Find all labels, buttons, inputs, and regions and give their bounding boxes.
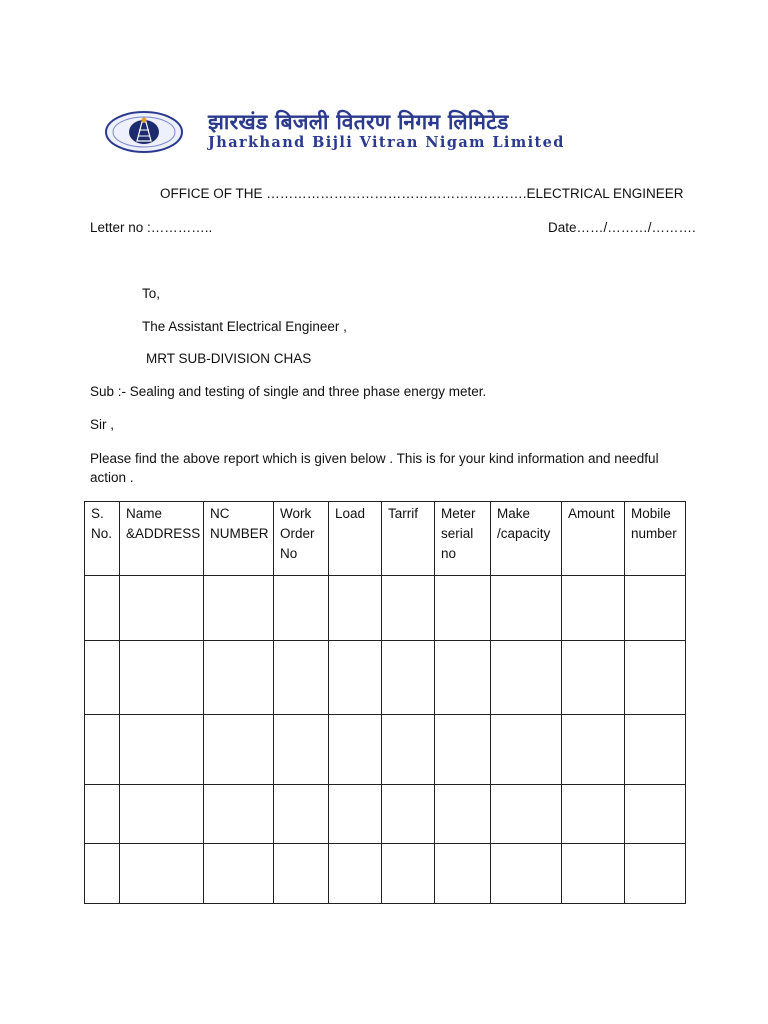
table-cell[interactable] [274,844,329,904]
table-cell[interactable] [625,576,686,641]
table-cell[interactable] [274,576,329,641]
table-cell[interactable] [382,844,435,904]
letter-number: Letter no :………….. [90,220,213,235]
table-cell[interactable] [204,576,274,641]
office-line: OFFICE OF THE ………………………………………………….ELECTRICAL ENGINEER [160,186,684,201]
table-cell[interactable] [120,715,204,785]
addressee: The Assistant Electrical Engineer , [142,319,347,334]
column-header-tarrif: Tarrif [382,502,435,576]
org-name-english: Jharkhand Bijli Vitran Nigam Limited [208,134,565,151]
letterhead [104,108,664,154]
table-cell[interactable] [382,715,435,785]
column-header-mobile-number: Mobile number [625,502,686,576]
table-cell[interactable] [491,785,562,844]
table-cell[interactable] [329,785,382,844]
table-cell[interactable] [329,715,382,785]
table-cell[interactable] [329,641,382,715]
table-cell[interactable] [562,844,625,904]
table-row [85,715,686,785]
table-cell[interactable] [274,641,329,715]
table-cell[interactable] [491,641,562,715]
table-cell[interactable] [120,844,204,904]
subject-line: Sub :- Sealing and testing of single and three phase energy meter. [90,384,487,399]
date-field: Date……/………/………. [548,220,696,235]
table-cell[interactable] [491,715,562,785]
column-header-name-address: Name &ADDRESS [120,502,204,576]
table-row [85,785,686,844]
table-cell[interactable] [329,844,382,904]
table-cell[interactable] [382,785,435,844]
table-cell[interactable] [85,641,120,715]
table-cell[interactable] [204,715,274,785]
table-cell[interactable] [204,785,274,844]
table-cell[interactable] [625,641,686,715]
column-header-make-capacity: Make /capacity [491,502,562,576]
table-cell[interactable] [85,844,120,904]
table-cell[interactable] [435,641,491,715]
table-cell[interactable] [562,715,625,785]
table-row [85,576,686,641]
column-header-load: Load [329,502,382,576]
column-header-amount: Amount [562,502,625,576]
body-paragraph: Please find the above report which is given below . This is for your kind information and needful action . [90,451,659,485]
table-cell[interactable] [625,844,686,904]
table-cell[interactable] [120,576,204,641]
table-row [85,641,686,715]
to-label: To, [142,286,161,301]
table-cell[interactable] [120,641,204,715]
table-cell[interactable] [562,785,625,844]
table-cell[interactable] [382,641,435,715]
table-cell[interactable] [625,715,686,785]
table-cell[interactable] [625,785,686,844]
org-name-hindi: झारखंड बिजली वितरण निगम लिमिटेड [208,110,509,134]
table-cell[interactable] [491,844,562,904]
subdivision: MRT SUB-DIVISION CHAS [146,351,312,366]
table-cell[interactable] [85,576,120,641]
table-cell[interactable] [204,844,274,904]
column-header-meter-serial-no: Meter serial no [435,502,491,576]
table-cell[interactable] [274,715,329,785]
column-header-work-order-no: Work Order No [274,502,329,576]
table-cell[interactable] [562,641,625,715]
table-row [85,844,686,904]
salutation: Sir , [90,417,115,432]
company-logo-icon [104,110,184,154]
table-cell[interactable] [382,576,435,641]
table-cell[interactable] [329,576,382,641]
table-cell[interactable] [435,576,491,641]
column-header-s-no: S. No. [85,502,120,576]
table-cell[interactable] [435,844,491,904]
table-cell[interactable] [491,576,562,641]
table-cell[interactable] [435,785,491,844]
table-header-row [85,502,686,576]
table-cell[interactable] [274,785,329,844]
table-cell[interactable] [85,785,120,844]
table-cell[interactable] [562,576,625,641]
table-cell[interactable] [120,785,204,844]
report-table [84,501,686,904]
table-cell[interactable] [204,641,274,715]
column-header-nc-number: NC NUMBER [204,502,274,576]
table-cell[interactable] [85,715,120,785]
table-cell[interactable] [435,715,491,785]
